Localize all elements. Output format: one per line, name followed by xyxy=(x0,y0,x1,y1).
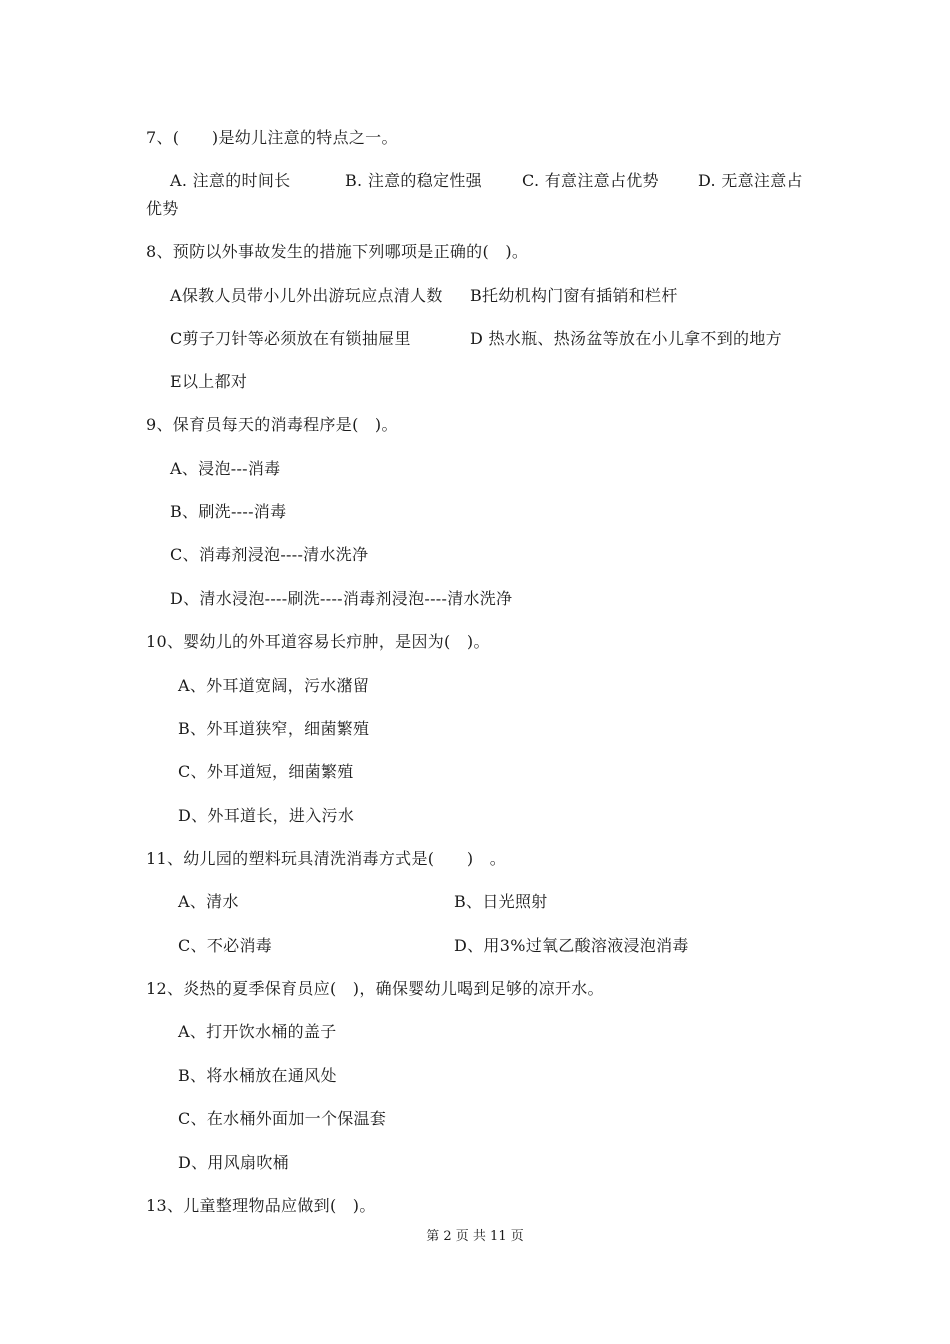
question-9-option-b: B、刷洗----消毒 xyxy=(170,502,287,521)
question-13-stem: 13、儿童整理物品应做到( )。 xyxy=(146,1196,376,1215)
question-11-option-d: D、用3%过氧乙酸溶液浸泡消毒 xyxy=(454,936,689,955)
question-8-option-e: E以上都对 xyxy=(170,372,248,391)
question-8-option-a: A保教人员带小儿外出游玩应点清人数 xyxy=(170,286,443,305)
page-number-footer: 第 2 页 共 11 页 xyxy=(426,1229,524,1244)
question-10-option-b: B、外耳道狭窄，细菌繁殖 xyxy=(178,719,370,738)
question-10-option-d: D、外耳道长，进入污水 xyxy=(178,806,355,825)
question-11-option-c: C、不必消毒 xyxy=(178,936,273,955)
question-7-stem: 7、( )是幼儿注意的特点之一。 xyxy=(146,128,398,147)
question-8-option-d: D 热水瓶、热汤盆等放在小儿拿不到的地方 xyxy=(470,329,782,348)
question-7-option-b: B. 注意的稳定性强 xyxy=(345,171,482,190)
question-7-option-d-continued: 优势 xyxy=(146,199,179,218)
question-9-option-c: C、消毒剂浸泡----清水洗净 xyxy=(170,545,369,564)
question-12-option-d: D、用风扇吹桶 xyxy=(178,1153,289,1172)
question-10-option-c: C、外耳道短，细菌繁殖 xyxy=(178,762,354,781)
question-10-option-a: A、外耳道宽阔，污水潴留 xyxy=(178,676,370,695)
question-11-stem: 11、幼儿园的塑料玩具清洗消毒方式是( ) 。 xyxy=(146,849,507,868)
question-11-option-a: A、清水 xyxy=(178,892,239,911)
question-8-stem: 8、预防以外事故发生的措施下列哪项是正确的( )。 xyxy=(146,242,529,261)
question-11-option-b: B、日光照射 xyxy=(454,892,548,911)
question-7-option-c: C. 有意注意占优势 xyxy=(522,171,659,190)
question-8-option-b: B托幼机构门窗有插销和栏杆 xyxy=(470,286,678,305)
question-9-option-a: A、浸泡---消毒 xyxy=(170,459,281,478)
question-10-stem: 10、婴幼儿的外耳道容易长疖肿，是因为( )。 xyxy=(146,632,490,651)
question-12-option-b: B、将水桶放在通风处 xyxy=(178,1066,337,1085)
question-12-option-c: C、在水桶外面加一个保温套 xyxy=(178,1109,387,1128)
question-7-option-d: D. 无意注意占 xyxy=(698,171,803,190)
question-7-option-a: A. 注意的时间长 xyxy=(170,171,291,190)
question-9-stem: 9、保育员每天的消毒程序是( )。 xyxy=(146,415,398,434)
question-9-option-d: D、清水浸泡----刷洗----消毒剂浸泡----清水洗净 xyxy=(170,589,513,608)
question-12-stem: 12、炎热的夏季保育员应( )，确保婴幼儿喝到足够的凉开水。 xyxy=(146,979,604,998)
question-8-option-c: C剪子刀针等必须放在有锁抽屉里 xyxy=(170,329,411,348)
question-12-option-a: A、打开饮水桶的盖子 xyxy=(178,1022,337,1041)
